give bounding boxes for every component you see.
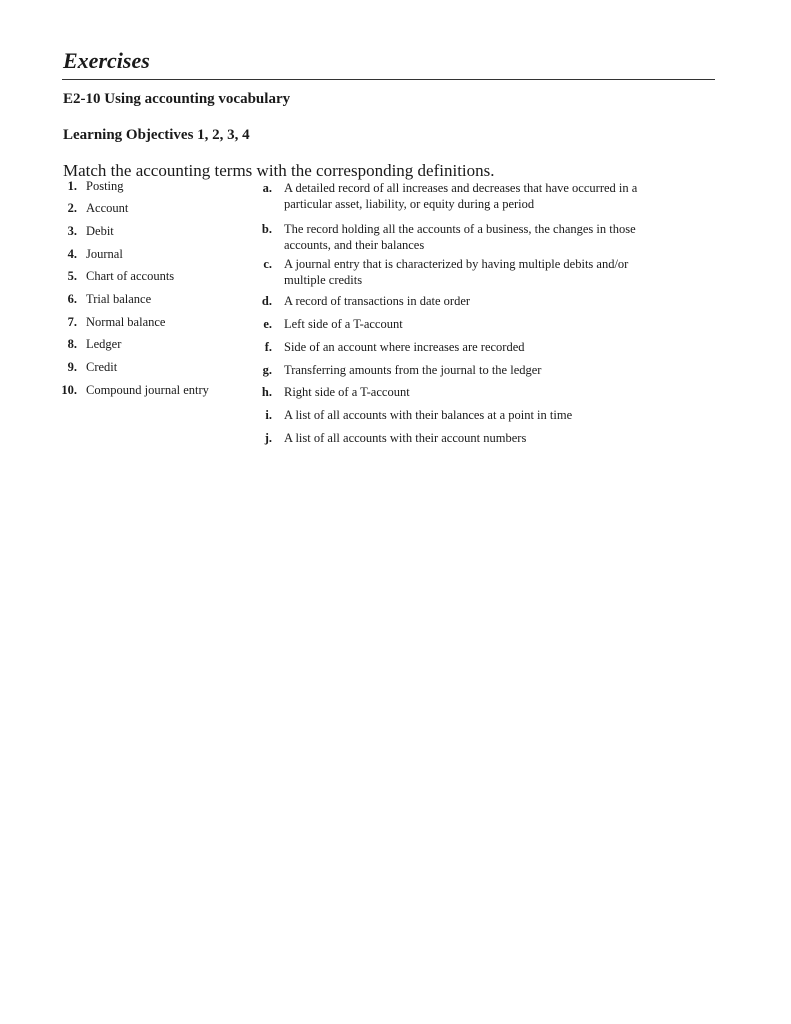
term-item (55, 315, 165, 331)
definition-text: Right side of a T-account (284, 385, 410, 399)
definition-letter: i. (265, 408, 272, 422)
definition-letter: j. (264, 431, 272, 445)
term-text: Compound journal entry (86, 383, 209, 397)
definition-text: A journal entry that is characterized by having multiple debits and/or multiple credits (284, 257, 629, 287)
term-item (55, 360, 117, 376)
definition-text: A record of transactions in date order (284, 294, 471, 308)
term-number: 5. (67, 269, 77, 283)
definition-letter: a. (262, 181, 272, 195)
definition-letter: g. (262, 363, 272, 377)
term-number: 7. (67, 315, 77, 329)
definition-text: The record holding all the accounts of a business, the changes in those accounts, and their balances (284, 222, 636, 252)
definition-item (258, 408, 654, 424)
definition-letter: f. (264, 340, 272, 354)
definition-item (258, 340, 654, 356)
term-number: 1. (67, 179, 77, 193)
term-text: Trial balance (86, 292, 152, 306)
definition-letter: e. (263, 317, 272, 331)
definition-item (258, 257, 654, 288)
term-text: Chart of accounts (86, 269, 175, 283)
term-text: Normal balance (86, 315, 166, 329)
instructions: Match the accounting terms with the corresponding definitions. (63, 161, 495, 180)
definition-letter: d. (261, 294, 272, 308)
term-number: 8. (67, 337, 77, 351)
term-text: Ledger (86, 337, 122, 351)
term-text: Posting (86, 179, 124, 193)
term-text: Debit (86, 224, 114, 238)
term-item (55, 292, 151, 308)
definition-item (258, 222, 654, 253)
term-item (55, 224, 114, 240)
term-text: Account (86, 201, 129, 215)
definition-item (258, 385, 654, 401)
definition-item (258, 317, 654, 333)
definition-letter: b. (261, 222, 272, 236)
term-item (55, 269, 174, 285)
definition-item (258, 363, 654, 379)
term-item (55, 383, 209, 399)
term-number: 2. (67, 201, 77, 215)
section-title: Exercises (63, 48, 150, 73)
definition-text: Side of an account where increases are recorded (284, 340, 525, 354)
definition-text: A detailed record of all increases and decreases that have occurred in a particular asset, liability, or equity during a period (284, 181, 638, 211)
definition-letter: h. (261, 385, 272, 399)
term-item (55, 179, 124, 195)
definition-text: A list of all accounts with their account numbers (284, 431, 527, 445)
divider (62, 79, 715, 80)
learning-objectives: Learning Objectives 1, 2, 3, 4 (63, 127, 250, 143)
definition-text: Transferring amounts from the journal to the ledger (284, 363, 542, 377)
definition-item (258, 431, 654, 447)
term-number: 6. (67, 292, 77, 306)
term-text: Credit (86, 360, 118, 374)
term-number: 4. (67, 247, 77, 261)
term-number: 9. (67, 360, 77, 374)
definition-text: Left side of a T-account (284, 317, 403, 331)
definition-text: A list of all accounts with their balances at a point in time (284, 408, 573, 422)
term-item (55, 247, 123, 263)
term-text: Journal (86, 247, 123, 261)
term-number: 3. (67, 224, 77, 238)
definition-item (258, 294, 654, 310)
term-number: 10. (61, 383, 77, 397)
term-item (55, 337, 121, 353)
term-item (55, 201, 128, 217)
definition-item (258, 181, 654, 212)
exercise-title: E2-10 Using accounting vocabulary (63, 91, 291, 107)
definition-letter: c. (263, 257, 272, 271)
